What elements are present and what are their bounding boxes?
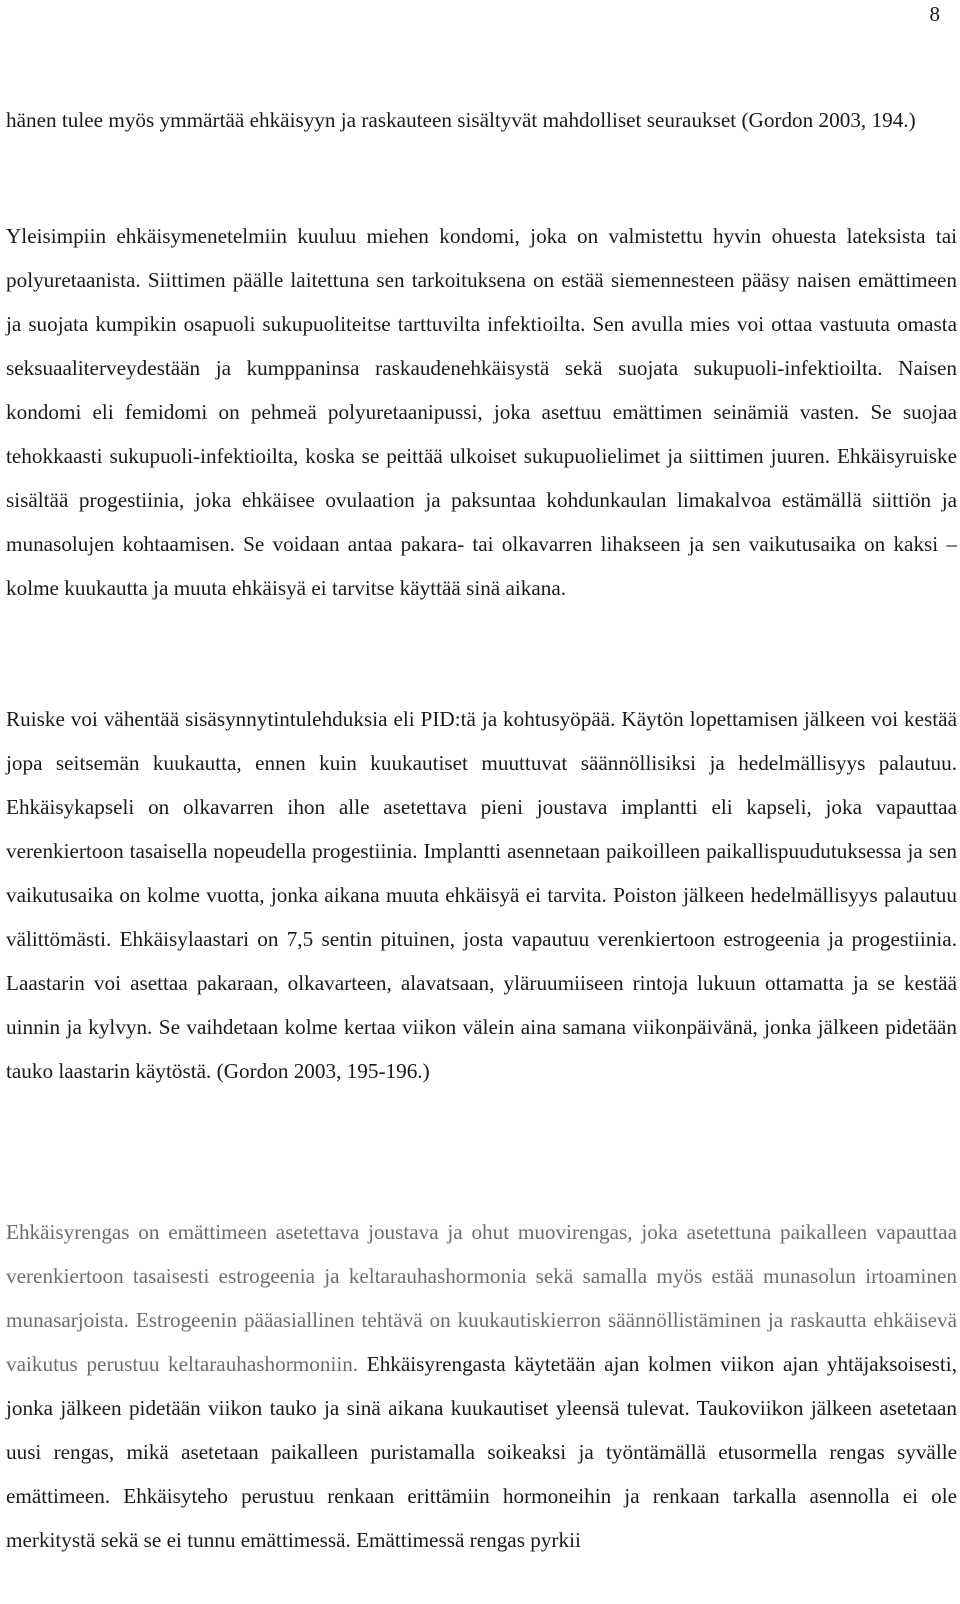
- paragraph-1: hänen tulee myös ymmärtää ehkäisyyn ja raskauteen sisältyvät mahdolliset seuraukset (Gordon 2003, 194.): [6, 108, 916, 132]
- paragraph-4-muted-text: Ehkäisyrengas on emättimeen asetettava joustava ja ohut muovirengas, joka asetettuna paikalleen vapauttaa verenkiertoon tasaisesti estrogeenia ja keltarauhashormonia sekä samalla myös estää munasolun irtoaminen munasarjoista. Estrogeenin pääasiallinen tehtävä on kuukautiskierron säännöllistäminen ja raskautta ehkäisevä vaikutus perustuu keltarauhashormoniin.: [6, 1220, 957, 1376]
- paragraph-4-text: Ehkäisyrengasta käytetään ajan kolmen viikon ajan yhtäjaksoisesti, jonka jälkeen pidetään viikon tauko ja sinä aikana kuukautiset yleensä tulevat. Taukoviikon jälkeen asetetaan uusi rengas, mikä asetetaan paikalleen puristamalla soikeaksi ja työntämällä etusormella rengas syvälle emättimeen. Ehkäisyteho perustuu renkaan erittämiin hormoneihin ja renkaan tarkalla asennolla ei ole merkitystä sekä se ei tunnu emättimessä. Emättimessä rengas pyrkii: [6, 1352, 957, 1552]
- page-number: 8: [929, 2, 940, 26]
- paragraph-3: Ruiske voi vähentää sisäsynnytintulehduksia eli PID:tä ja kohtusyöpää. Käytön lopettamisen jälkeen voi kestää jopa seitsemän kuukautta, ennen kuin kuukautiset muuttuvat säännöllisiksi ja hedelmällisyys palautuu. Ehkäisykapseli on olkavarren ihon alle asetettava pieni joustava implantti eli kapseli, joka vapauttaa verenkiertoon tasaisella nopeudella progestiinia. Implantti asennetaan paikoilleen paikallispuudutuksessa ja sen vaikutusaika on kolme vuotta, jonka aikana muuta ehkäisyä ei tarvita. Poiston jälkeen hedelmällisyys palautuu välittömästi. Ehkäisylaastari on 7,5 sentin pituinen, josta vapautuu verenkiertoon estrogeenia ja progestiinia. Laastarin voi asettaa pakaraan, olkavarteen, alavatsaan, yläruumiiseen rintoja lukuun ottamatta ja se kestää uinnin ja kylvyn. Se vaihdetaan kolme kertaa viikon välein aina samana viikonpäivänä, jonka jälkeen pidetään tauko laastarin käytöstä. (Gordon 2003, 195-196.): [6, 707, 957, 1083]
- paragraph-4: [6, 1210, 957, 1562]
- paragraph-2: Yleisimpiin ehkäisymenetelmiin kuuluu miehen kondomi, joka on valmistettu hyvin ohuesta lateksista tai polyuretaanista. Siittimen päälle laitettuna sen tarkoituksena on estää siemennesteen pääsy naisen emättimeen ja suojata kumpikin osapuoli sukupuoliteitse tarttuvilta infektioilta. Sen avulla mies voi ottaa vastuuta omasta seksuaaliterveydestään ja kumppaninsa raskaudenehkäisystä sekä suojata sukupuoli-infektioilta. Naisen kondomi eli femidomi on pehmeä polyuretaanipussi, joka asettuu emättimen seinämiä vasten. Se suojaa tehokkaasti sukupuoli-infektioilta, koska se peittää ulkoiset sukupuolielimet ja siittimen juuren. Ehkäisyruiske sisältää progestiinia, joka ehkäisee ovulaation ja paksuntaa kohdunkaulan limakalvoa estämällä siittiön ja munasolujen kohtaamisen. Se voidaan antaa pakara- tai olkavarren lihakseen ja sen vaikutusaika on kaksi – kolme kuukautta ja muuta ehkäisyä ei tarvitse käyttää sinä aikana.: [6, 224, 957, 600]
